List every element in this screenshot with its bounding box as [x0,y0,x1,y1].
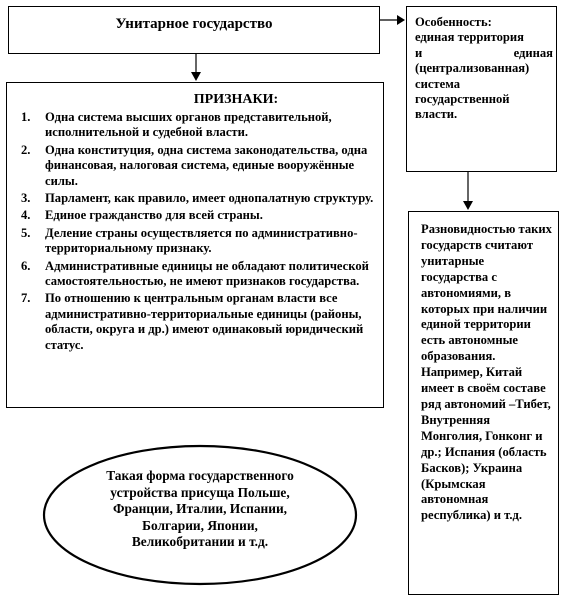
sign-item [7,110,383,141]
sign-number: 1. [21,110,31,124]
diagram-title: Унитарное государство [115,16,273,32]
sign-text: Парламент, как правило, имеет однопалатную структуру. [45,191,374,206]
sign-item [7,291,383,353]
feature-word: и [415,45,423,60]
variety-text: Разновидностью таких государств считают унитарные государства с автономиями, в которых при наличии единой территории есть автономные образования. Например, Китай имеет в своём составе ряд автономий –Тибет, Внутренняя Монголия, Гонконг и др.; Испания (область Басков); Украина (Крымская автономная республика) и т.д. [421,222,552,523]
sign-item [7,143,383,189]
sign-number: 3. [21,191,31,206]
feature-line: (централизованная) [415,61,530,76]
feature-label: Особенность: [415,15,492,29]
sign-text: Административные единицы не обладают политической самостоятельностью, не имеют признаков государства. [45,258,369,289]
arrow-to-signs [190,54,202,82]
variety-box [408,211,559,595]
signs-box [6,82,384,408]
sign-text: Деление страны осуществляется по административно-территориальному признаку. [45,225,358,256]
sign-number: 5. [21,225,31,240]
feature-word: единая [513,45,553,60]
arrow-to-variety [462,172,474,212]
feature-line: власти. [415,107,458,122]
feature-box [406,6,557,172]
sign-number: 7. [21,291,31,306]
signs-list [7,110,383,353]
feature-line [415,46,553,61]
feature-line: государственной [415,92,510,107]
feature-line: единая территория [415,30,524,45]
ellipse-text: Такая форма государственного устройства присуща Польше, Франции, Италии, Испании, Болгарии, Японии, Великобритании и т.д. [106,468,294,550]
title-box [8,6,380,54]
sign-number: 4. [21,208,31,223]
arrow-to-feature [380,14,406,26]
sign-item [7,259,383,290]
sign-item [7,208,383,223]
sign-number: 2. [21,142,31,157]
sign-text: Одна конституция, одна система законодательства, одна финансовая, налоговая система, единые вооружённые силы. [45,142,368,188]
feature-line: система [415,76,461,91]
sign-number: 6. [21,258,31,273]
sign-item [7,191,383,206]
sign-text: Единое гражданство для всей страны. [45,208,263,223]
countries-ellipse [42,444,358,586]
sign-text: По отношению к центральным органам власти все административно-территориальные единицы (районы, области, округа и др.) имеют одинаковый юридический статус. [45,291,364,352]
sign-text: Одна система высших органов представительной, исполнительной и судебной власти. [45,110,332,140]
sign-item [7,226,383,257]
signs-heading: ПРИЗНАКИ: [193,92,279,107]
